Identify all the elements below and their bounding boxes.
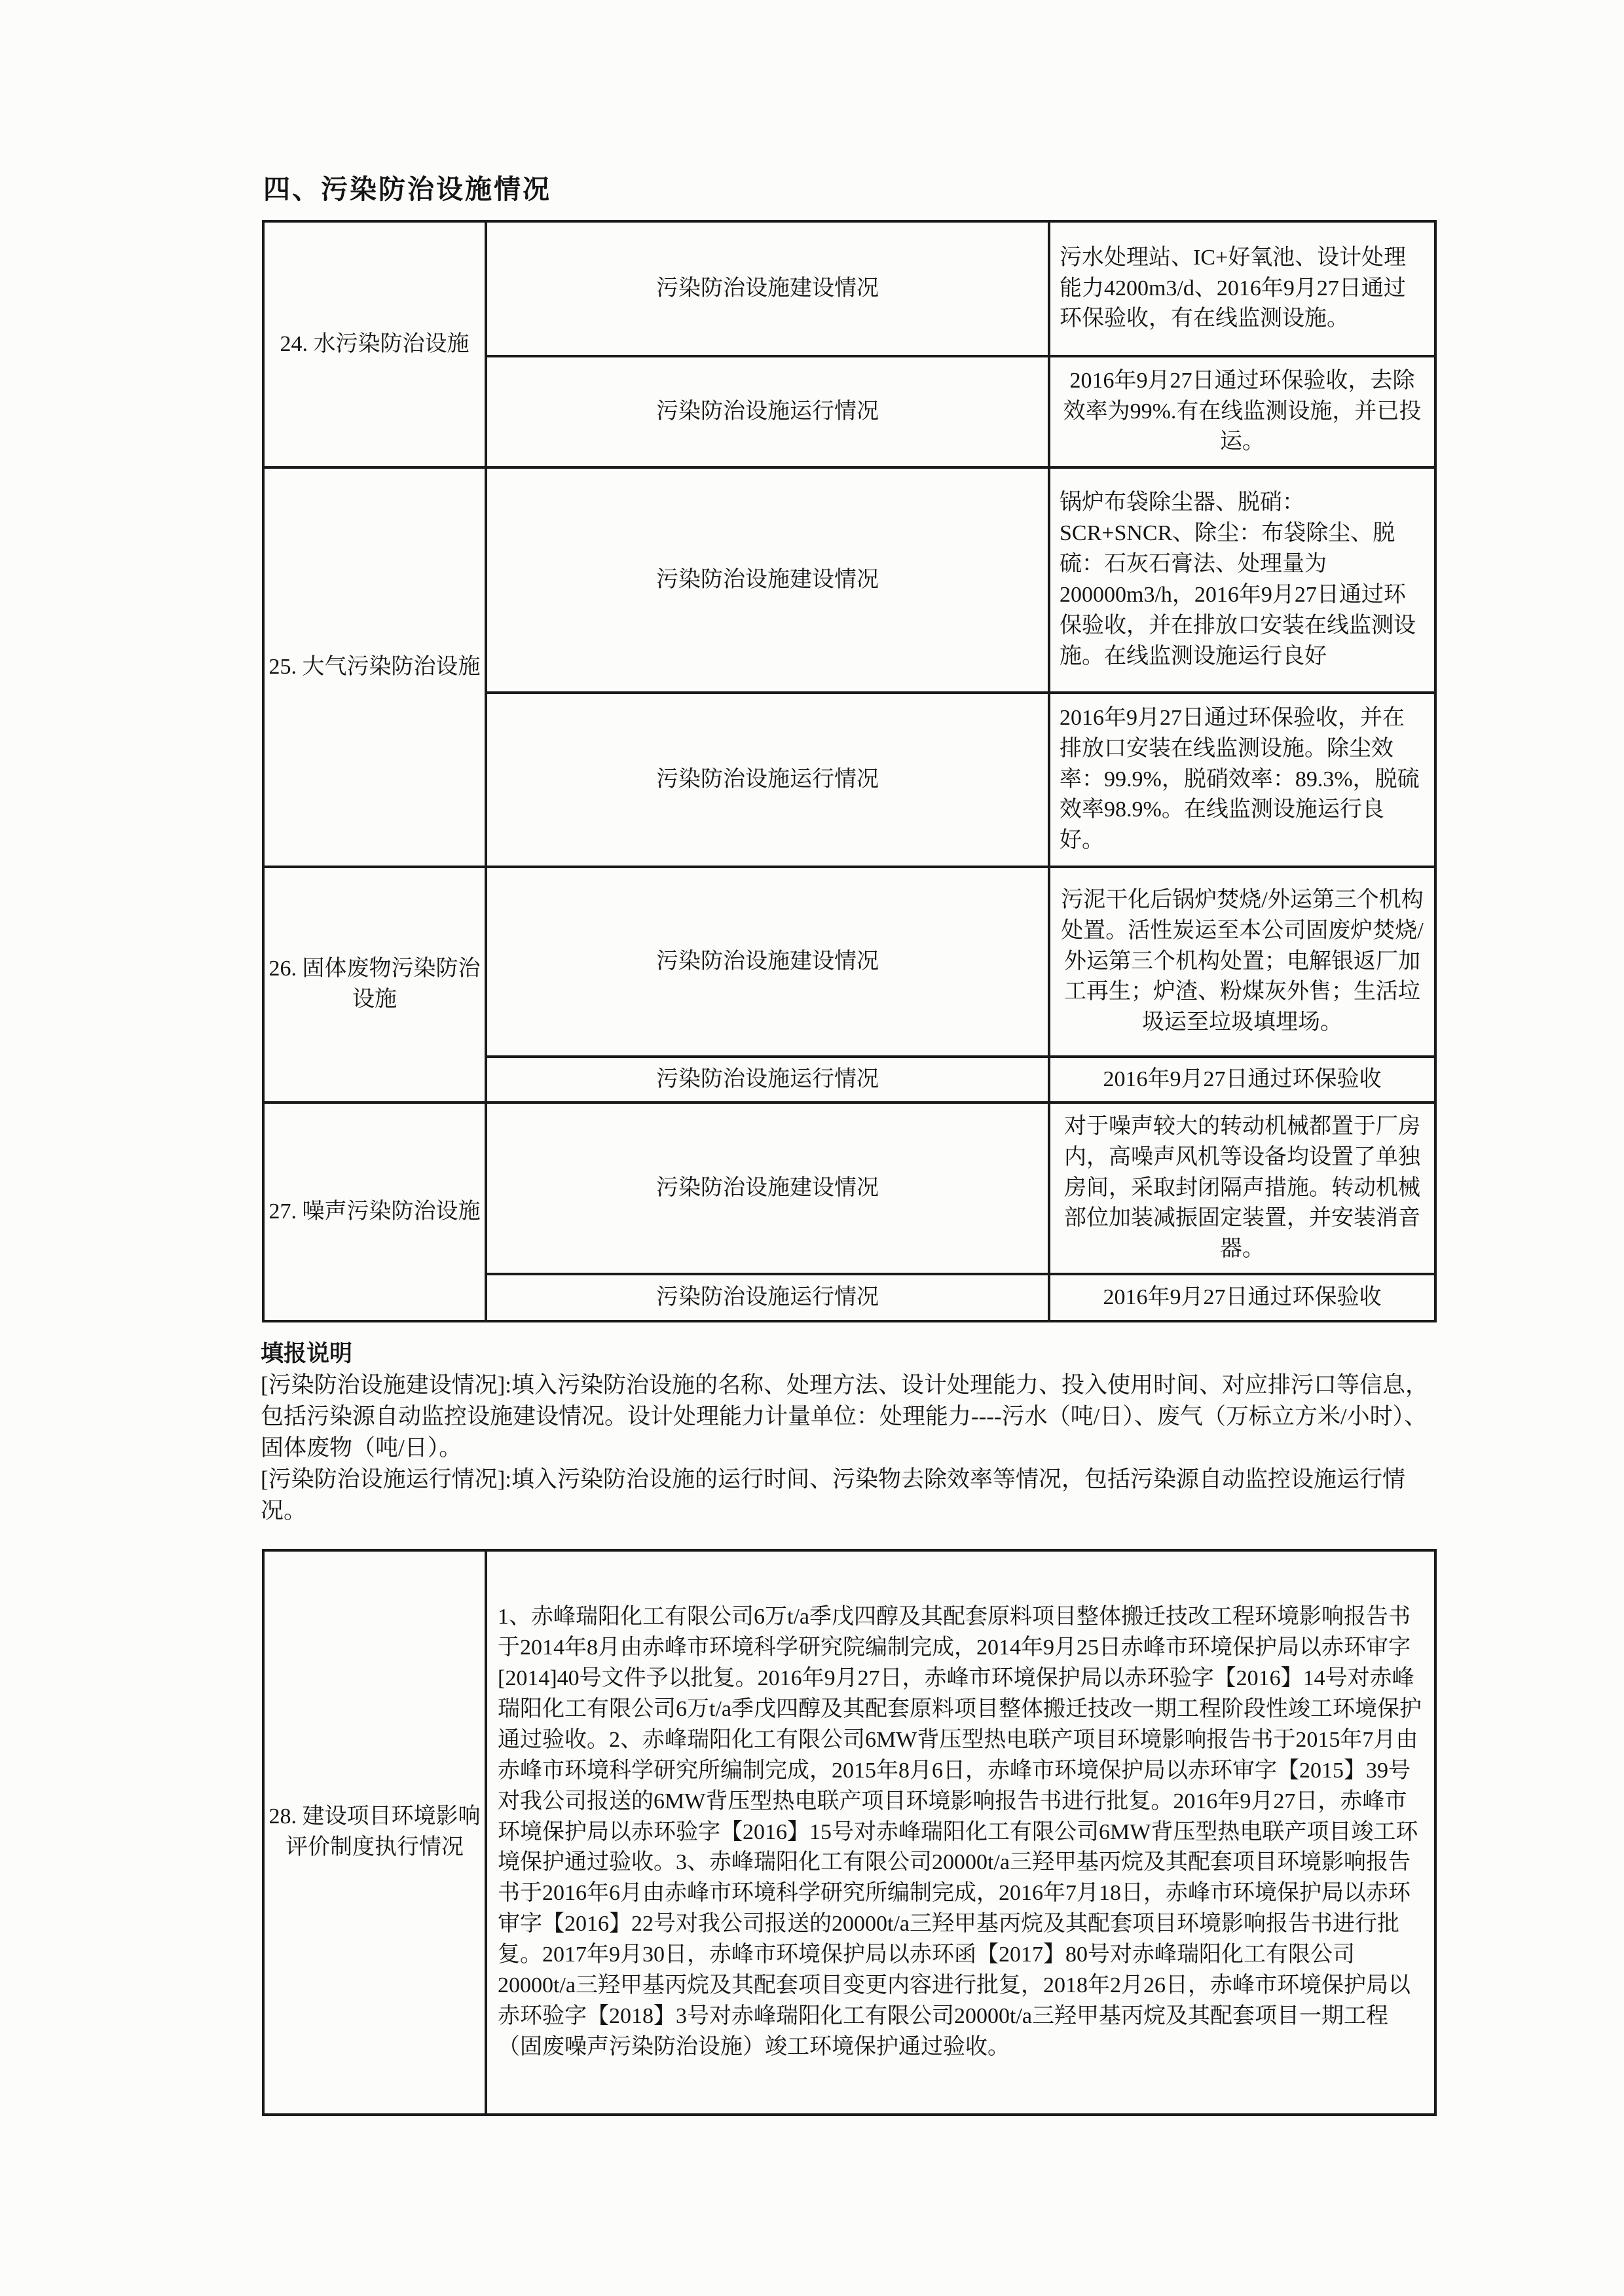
run-value-cell: 2016年9月27日通过环保验收，并在排放口安装在线监测设施。除尘效率：99.9%，脱硝效率：89.3%，脱硫效率98.9%。在线监测设施运行良好。 — [1049, 693, 1435, 867]
pollution-facilities-table — [262, 220, 1437, 1322]
build-label-cell: 污染防治设施建设情况 — [486, 221, 1049, 356]
facility-category-cell: 27. 噪声污染防治设施 — [263, 1102, 486, 1321]
run-value-cell: 2016年9月27日通过环保验收，去除效率为99%.有在线监测设施，并已投运。 — [1049, 356, 1435, 467]
run-value-cell: 2016年9月27日通过环保验收 — [1049, 1057, 1435, 1102]
facility-category-cell: 25. 大气污染防治设施 — [263, 467, 486, 867]
facility-category-cell: 24. 水污染防治设施 — [263, 221, 486, 467]
run-label-cell: 污染防治设施运行情况 — [486, 1057, 1049, 1102]
eia-content-cell: 1、赤峰瑞阳化工有限公司6万t/a季戊四醇及其配套原料项目整体搬迁技改工程环境影响报告书于2014年8月由赤峰市环境科学研究院编制完成，2014年9月25日赤峰市环境保护局以赤环审字[2014]40号文件予以批复。2016年9月27日，赤峰市环境保护局以赤环验字【2016】14号对赤峰瑞阳化工有限公司6万t/a季戊四醇及其配套原料项目整体搬迁技改一期工程阶段性竣工环境保护通过验收。2、赤峰瑞阳化工有限公司6MW背压型热电联产项目环境影响报告书于2015年7月由赤峰市环境科学研究所编制完成，2015年8月6日，赤峰市环境保护局以赤环审字【2015】39号对我公司报送的6MW背压型热电联产项目环境影响报告书进行批复。2016年9月27日，赤峰市环境保护局以赤环验字【2016】15号对赤峰瑞阳化工有限公司6MW背压型热电联产项目竣工环境保护通过验收。3、赤峰瑞阳化工有限公司20000t/a三羟甲基丙烷及其配套项目环境影响报告书于2016年6月由赤峰市环境科学研究所编制完成，2016年7月18日，赤峰市环境保护局以赤环审字【2016】22号对我公司报送的20000t/a三羟甲基丙烷及其配套项目环境影响报告书进行批复。2017年9月30日，赤峰市环境保护局以赤环函【2017】80号对赤峰瑞阳化工有限公司20000t/a三羟甲基丙烷及其配套项目变更内容进行批复，2018年2月26日，赤峰市环境保护局以赤环验字【2018】3号对赤峰瑞阳化工有限公司20000t/a三羟甲基丙烷及其配套项目一期工程（固废噪声污染防治设施）竣工环境保护通过验收。 — [486, 1550, 1435, 2115]
build-value-cell: 对于噪声较大的转动机械都置于厂房内，高噪声风机等设备均设置了单独房间，采取封闭隔声措施。转动机械部位加装减振固定装置，并安装消音器。 — [1049, 1102, 1435, 1274]
build-label-cell: 污染防治设施建设情况 — [486, 467, 1049, 693]
run-label-cell: 污染防治设施运行情况 — [486, 693, 1049, 867]
build-label-cell: 污染防治设施建设情况 — [486, 1102, 1049, 1274]
run-value-cell: 2016年9月27日通过环保验收 — [1049, 1274, 1435, 1321]
table-row — [263, 867, 1435, 1057]
build-value-cell: 锅炉布袋除尘器、脱硝：SCR+SNCR、除尘：布袋除尘、脱硫：石灰石膏法、处理量为200000m3/h，2016年9月27日通过环保验收，并在排放口安装在线监测设施。在线监测设施运行良好 — [1049, 467, 1435, 693]
note-paragraph: [污染防治设施运行情况]:填入污染防治设施的运行时间、污染物去除效率等情况，包括污染源自动监控设施运行情况。 — [261, 1467, 1406, 1523]
section-title: 四、污染防治设施情况 — [263, 174, 551, 204]
table-row — [263, 467, 1435, 693]
facility-category-cell: 26. 固体废物污染防治设施 — [263, 867, 486, 1102]
build-value-cell: 污水处理站、IC+好氧池、设计处理能力4200m3/d、2016年9月27日通过环保验收，有在线监测设施。 — [1049, 221, 1435, 356]
eia-execution-table — [262, 1549, 1437, 2116]
build-label-cell: 污染防治设施建设情况 — [486, 867, 1049, 1057]
table-row — [263, 221, 1435, 356]
notes-section — [261, 1338, 1446, 1527]
run-label-cell: 污染防治设施运行情况 — [486, 1274, 1049, 1321]
run-label-cell: 污染防治设施运行情况 — [486, 356, 1049, 467]
build-value-cell: 污泥干化后锅炉焚烧/外运第三个机构处置。活性炭运至本公司固废炉焚烧/外运第三个机构处置；电解银返厂加工再生；炉渣、粉煤灰外售；生活垃圾运至垃圾填埋场。 — [1049, 867, 1435, 1057]
table-row — [263, 1102, 1435, 1274]
table-row — [263, 1550, 1435, 2115]
note-paragraph: [污染防治设施建设情况]:填入污染防治设施的名称、处理方法、设计处理能力、投入使用时间、对应排污口等信息，包括污染源自动监控设施建设情况。设计处理能力计量单位：处理能力----污水（吨/日）、废气（万标立方米/小时）、固体废物（吨/日）。 — [261, 1372, 1429, 1461]
eia-category-cell: 28. 建设项目环境影响评价制度执行情况 — [263, 1550, 486, 2115]
notes-heading: 填报说明 — [261, 1341, 353, 1366]
